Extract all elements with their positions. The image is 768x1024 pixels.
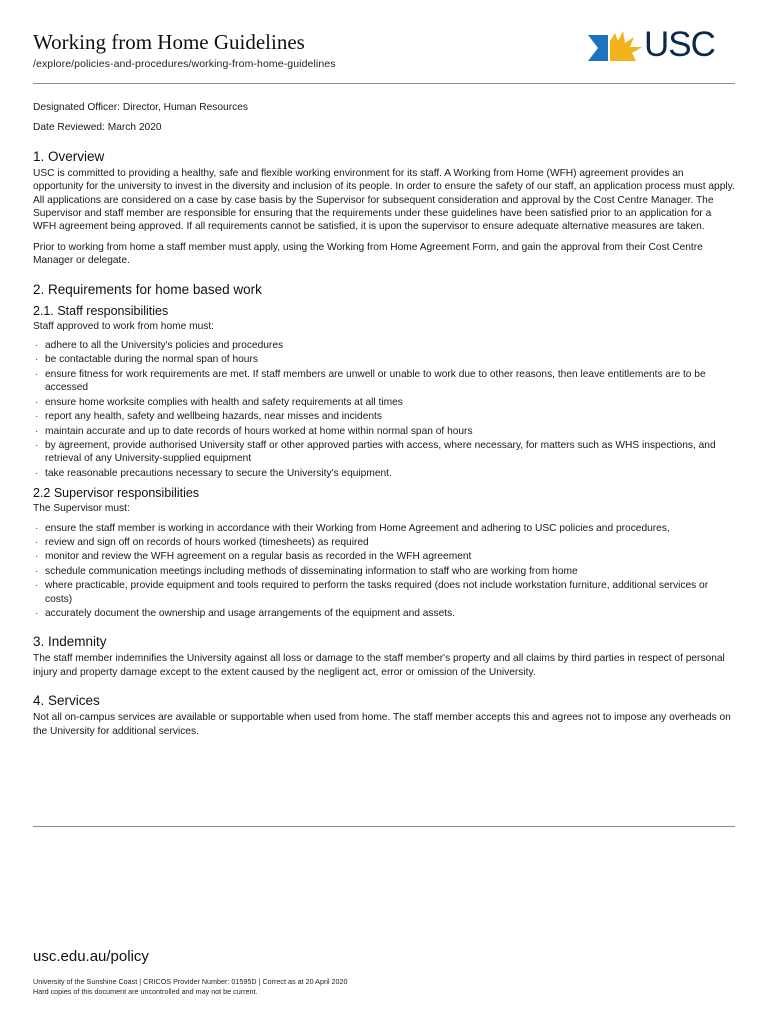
footer-divider	[33, 826, 735, 827]
section-indemnity	[33, 634, 735, 679]
paragraph: Prior to working from home a staff member must apply, using the Working from Home Agreement Form, and gain the approval from their Cost Centre Manager or delegate.	[33, 241, 703, 267]
section-heading: 2. Requirements for home based work	[33, 281, 262, 297]
footer-policy-link[interactable]: usc.edu.au/policy	[33, 948, 149, 965]
list-item: · maintain accurate and up to date records of hours worked at home within normal span of hours	[33, 425, 735, 438]
section-requirements	[33, 282, 735, 621]
logo-wordmark: USC	[644, 25, 715, 64]
list-item: · be contactable during the normal span of hours	[33, 353, 735, 366]
usc-logo-mark-icon	[588, 31, 644, 65]
document-body	[33, 101, 735, 745]
list-item: · schedule communication meetings including methods of disseminating information to staff who are working from home	[33, 565, 735, 578]
list-item: · ensure home worksite complies with health and safety requirements at all times	[33, 396, 735, 409]
footer-disclaimer-line: Hard copies of this document are uncontrolled and may not be current.	[33, 987, 258, 996]
page-title: Working from Home Guidelines	[33, 30, 305, 54]
subsection-heading: 2.1. Staff responsibilities	[33, 303, 169, 318]
footer-cricos-line: University of the Sunshine Coast | CRICOS Provider Number: 01595D | Correct as at 20 April 2020	[33, 977, 348, 986]
paragraph: The staff member indemnifies the University against all loss or damage to the staff member's property and all claims by third parties in respect of personal injury and property damage except to the extent caused by the negligent act, error or omission of the University.	[33, 653, 725, 678]
list-item: · monitor and review the WFH agreement on a regular basis as recorded in the WFH agreement	[33, 550, 735, 563]
supervisor-responsibilities-list	[33, 522, 735, 621]
paragraph: Not all on-campus services are available or supportable when used from home. The staff member accepts this and agrees not to impose any overheads on the University for additional services.	[33, 712, 731, 737]
section-heading: 4. Services	[33, 693, 100, 709]
footer-note	[33, 977, 348, 997]
list-item: · ensure fitness for work requirements are met. If staff members are unwell or unable to work due to other reasons, then leave entitlements are to be accessed	[33, 368, 735, 395]
section-overview	[33, 149, 735, 268]
date-reviewed: Date Reviewed: March 2020	[33, 122, 162, 134]
designated-officer: Designated Officer: Director, Human Resources	[33, 102, 248, 113]
list-item: · take reasonable precautions necessary to secure the University's equipment.	[33, 467, 735, 480]
document-meta	[33, 101, 735, 135]
list-intro: The Supervisor must:	[33, 503, 130, 515]
page-url-path[interactable]: /explore/policies-and-procedures/working-from-home-guidelines	[33, 58, 336, 70]
list-item: · accurately document the ownership and usage arrangements of the equipment and assets.	[33, 607, 735, 620]
usc-logo[interactable]	[588, 25, 736, 65]
list-item: · adhere to all the University's policies and procedures	[33, 339, 735, 352]
list-item: · report any health, safety and wellbeing hazards, near misses and incidents	[33, 410, 735, 423]
staff-responsibilities-list	[33, 339, 735, 480]
section-services	[33, 693, 735, 738]
list-intro: Staff approved to work from home must:	[33, 320, 215, 332]
paragraph: USC is committed to providing a healthy, safe and flexible working environment for its staff. A Working from Home (WFH) agreement provides an opportunity for the university to invest in the diversity and inclusion of its people. In order to ensure the safety of our staff, an application process must apply. All applications are considered on a case by case basis by the Supervisor for subsequent consideration and approval by the Cost Centre Manager. The Supervisor and staff member are responsible for ensuring that the requirements under these guidelines have been satisfied prior to an application for a WFH agreement being approved. If all requirements cannot be satisfied, it is upon the supervisor to ensure adequate alternative measures are taken.	[33, 167, 735, 233]
list-item: · review and sign off on records of hours worked (timesheets) as required	[33, 536, 735, 549]
header-divider	[33, 83, 735, 84]
subsection-heading: 2.2 Supervisor responsibilities	[33, 486, 200, 501]
section-heading: 3. Indemnity	[33, 634, 107, 650]
list-item: · where practicable, provide equipment and tools required to perform the tasks required (does not include workstation furniture, additional services or costs)	[33, 579, 735, 606]
list-item: · by agreement, provide authorised University staff or other approved parties with access, where necessary, for matters such as WHS inspections, and retrieval of any University-supplied equipment	[33, 439, 735, 466]
list-item: · ensure the staff member is working in accordance with their Working from Home Agreement and adhering to USC policies and procedures,	[33, 522, 735, 535]
section-heading: 1. Overview	[33, 148, 105, 164]
